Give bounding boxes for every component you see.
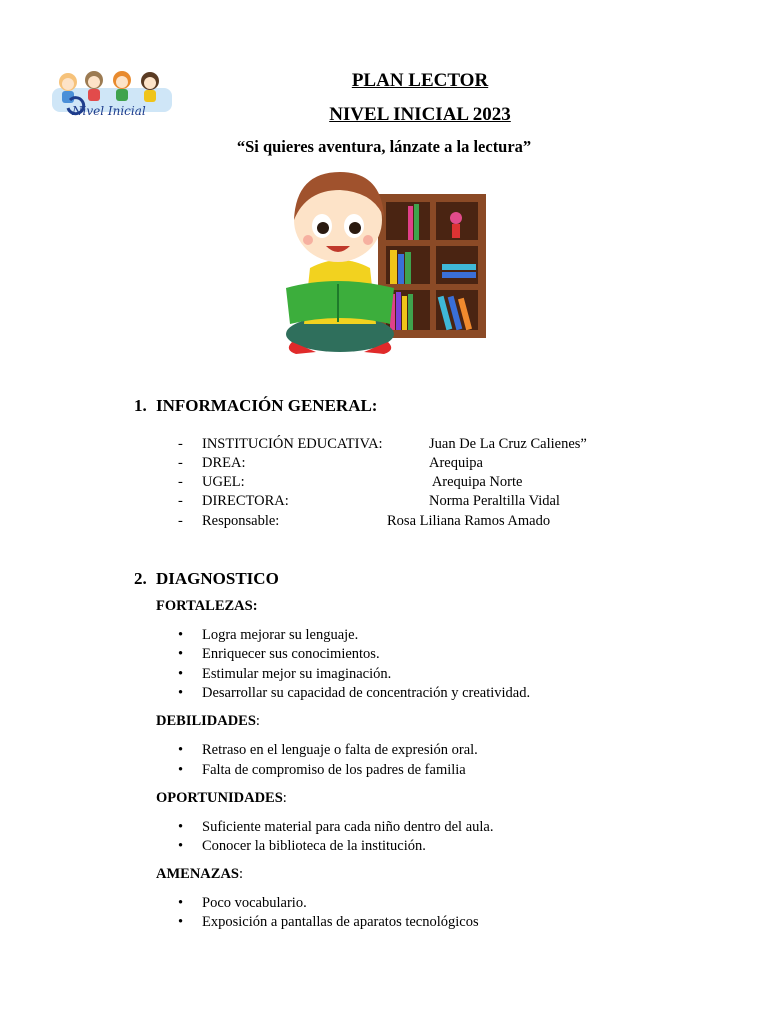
subheading-colon: :	[255, 713, 260, 729]
info-label: UGEL:	[202, 474, 245, 490]
info-value: Rosa Liliana Ramos Amado	[387, 513, 551, 529]
amenazas-heading	[156, 866, 243, 883]
list-item-text: Enriquecer sus conocimientos.	[202, 646, 380, 662]
bullet-icon: •	[178, 685, 184, 701]
section-diagnostic-heading	[134, 569, 279, 589]
section-number: 1.	[134, 396, 147, 415]
bullet-icon: •	[178, 627, 184, 643]
bullet-icon: •	[178, 742, 184, 758]
list-item-text: Desarrollar su capacidad de concentración y creatividad.	[202, 685, 531, 701]
section-number: 2.	[134, 569, 147, 588]
list-item-text: Conocer la biblioteca de la institución.	[202, 838, 426, 854]
dash-marker: -	[178, 436, 183, 452]
list-item-text: Suficiente material para cada niño dentro del aula.	[202, 819, 494, 835]
section-title: DIAGNOSTICO	[156, 569, 279, 588]
bullet-icon: •	[178, 762, 184, 778]
bullet-icon: •	[178, 819, 184, 835]
dash-marker: -	[178, 493, 183, 509]
list-item-text: Falta de compromiso de los padres de familia	[202, 762, 466, 778]
oportunidades-heading	[156, 790, 287, 807]
info-label: Responsable:	[202, 513, 280, 529]
logo-text: Nivel Inicial	[72, 104, 146, 118]
bullet-icon: •	[178, 838, 184, 854]
bullet-icon: •	[178, 895, 184, 911]
list-item-text: Poco vocabulario.	[202, 895, 307, 911]
list-item-text: Exposición a pantallas de aparatos tecnológicos	[202, 914, 479, 930]
info-label: DIRECTORA:	[202, 493, 289, 509]
page-subtitle: NIVEL INICIAL 2023	[329, 104, 511, 125]
subheading-title: AMENAZAS	[156, 866, 239, 882]
debilidades-heading	[156, 713, 260, 730]
subheading-colon: :	[282, 790, 287, 806]
page-title: PLAN LECTOR	[351, 70, 489, 91]
section-title: INFORMACIÓN GENERAL:	[156, 396, 378, 415]
subheading-title: FORTALEZAS:	[156, 598, 258, 614]
bookshelf-icon	[378, 194, 486, 338]
info-value: Norma Peraltilla Vidal	[429, 493, 560, 509]
subheading-colon: :	[238, 866, 244, 882]
list-item-text: Estimular mejor su imaginación.	[202, 666, 392, 682]
subheading-title: OPORTUNIDADES	[156, 790, 283, 806]
bullet-icon: •	[178, 666, 184, 682]
bullet-icon: •	[178, 914, 184, 930]
info-label: DREA:	[202, 455, 246, 471]
dash-marker: -	[178, 455, 183, 471]
page-quote: “Si quieres aventura, lánzate a la lectura”	[236, 137, 532, 156]
list-item-text: Logra mejorar su lenguaje.	[202, 627, 359, 643]
info-value: Arequipa Norte	[429, 474, 523, 490]
info-value: Arequipa	[429, 455, 483, 471]
subheading-title: DEBILIDADES	[156, 713, 256, 729]
boy-icon	[286, 172, 394, 354]
section-general-info-heading	[134, 396, 377, 416]
dash-marker: -	[178, 513, 183, 529]
bullet-icon: •	[178, 646, 184, 662]
info-value: Juan De La Cruz Calienes”	[429, 436, 587, 452]
dash-marker: -	[178, 474, 183, 490]
fortalezas-heading	[156, 598, 258, 615]
boy-reading-illustration	[278, 164, 490, 364]
list-item-text: Retraso en el lenguaje o falta de expresión oral.	[202, 742, 478, 758]
info-label: INSTITUCIÓN EDUCATIVA:	[202, 436, 383, 452]
